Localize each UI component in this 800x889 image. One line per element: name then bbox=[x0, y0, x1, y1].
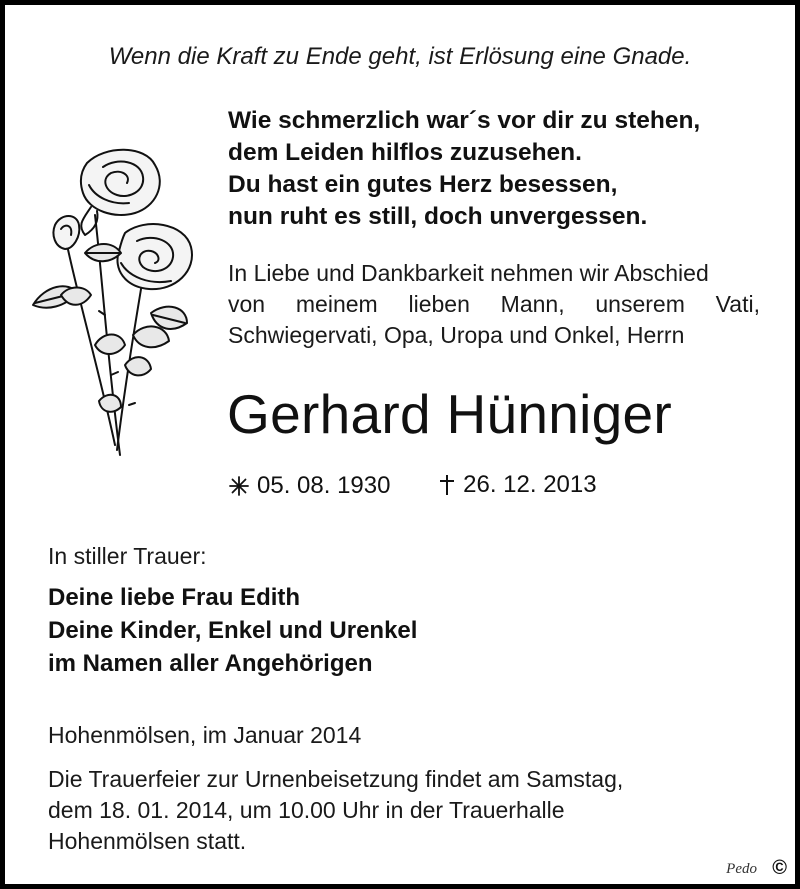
motto: Wenn die Kraft zu Ende geht, ist Erlösung eine Gnade. bbox=[108, 43, 692, 70]
rose-illustration bbox=[25, 145, 200, 465]
notice-line: Die Trauerfeier zur Urnenbeisetzung findet am Samstag, bbox=[48, 766, 624, 792]
poem-line: dem Leiden hilflos zuzusehen. bbox=[228, 139, 582, 166]
notice-line: dem 18. 01. 2014, um 10.00 Uhr in der Trauerhalle bbox=[48, 797, 565, 823]
birth-date-group bbox=[229, 471, 390, 501]
asterisk-star-icon bbox=[229, 476, 249, 496]
funeral-notice bbox=[48, 764, 623, 857]
birth-date: 05. 08. 1930 bbox=[257, 472, 391, 499]
family-list bbox=[48, 581, 417, 680]
cross-icon bbox=[439, 474, 455, 496]
poem bbox=[228, 105, 700, 233]
life-dates bbox=[229, 470, 597, 504]
poem-line: Du hast ein gutes Herz besessen, bbox=[228, 171, 618, 198]
farewell-text bbox=[228, 258, 760, 351]
poem-line: nun ruht es still, doch unvergessen. bbox=[228, 203, 648, 230]
notice-line: Hohenmölsen statt. bbox=[48, 828, 247, 854]
poem-line: Wie schmerzlich war´s vor dir zu stehen, bbox=[228, 107, 701, 134]
deceased-name: Gerhard Hünniger bbox=[227, 383, 673, 445]
family-line: Deine liebe Frau Edith bbox=[48, 584, 301, 611]
farewell-line: von meinem lieben Mann, unserem Vati, bbox=[228, 291, 760, 317]
death-date: 26. 12. 2013 bbox=[463, 471, 597, 498]
designer-signature: Pedo bbox=[726, 861, 757, 877]
copyright-mark: © bbox=[772, 857, 787, 879]
mourning-label: In stiller Trauer: bbox=[48, 543, 207, 569]
place-date: Hohenmölsen, im Januar 2014 bbox=[48, 722, 362, 748]
farewell-line: In Liebe und Dankbarkeit nehmen wir Abschied bbox=[228, 260, 709, 286]
family-line: im Namen aller Angehörigen bbox=[48, 650, 373, 677]
farewell-line: Schwiegervati, Opa, Uropa und Onkel, Herrn bbox=[228, 322, 685, 348]
family-line: Deine Kinder, Enkel und Urenkel bbox=[48, 617, 418, 644]
death-date-group bbox=[439, 470, 596, 500]
